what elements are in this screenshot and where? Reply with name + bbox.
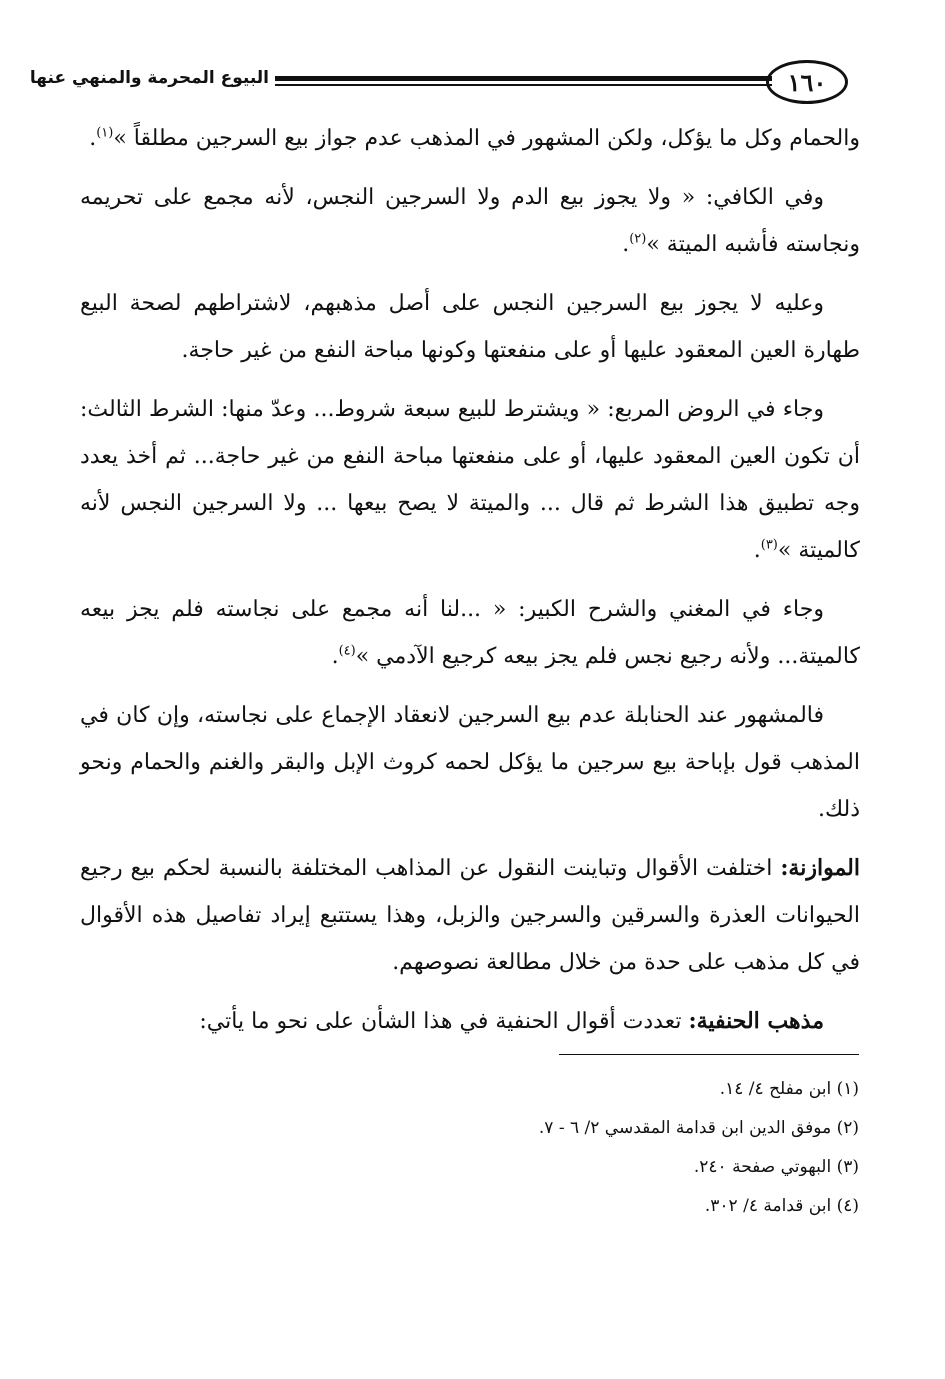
header-title: البيوع المحرمة والمنهي عنها — [29, 68, 269, 88]
paragraph: فالمشهور عند الحنابلة عدم بيع السرجين لانعقاد الإجماع على نجاسته، وإن كان في المذهب قول بإباحة بيع سرجين ما يؤكل لحمه كروث الإبل والبقر والغنم والحمام ونحو ذلك. — [80, 703, 860, 822]
paragraph: وفي الكافي: « ولا يجوز بيع الدم ولا السرجين النجس، لأنه مجمع على تحريمه ونجاسته فأشبه الميتة »$^{(٢)}$. — [80, 185, 860, 257]
paragraph: وعليه لا يجوز بيع السرجين النجس على أصل مذهبهم، لاشتراطهم لصحة البيع طهارة العين المعقود عليها أو على منفعتها وكونها مباحة النفع من غير حاجة. — [80, 291, 860, 363]
footnote: (٣) البهوتي صفحة ٢٤٠. — [693, 1157, 859, 1177]
muwazana-paragraph: الموازنة: اختلفت الأقوال وتباينت النقول عن المذاهب المختلفة بالنسبة لحكم بيع رجيع الحيوانات العذرة والسرقين والسرجين والزبل، وهذا يستتبع إيراد تفاصيل هذه الأقوال في كل مذهب على حدة من خلال مطالعة نصوصهم. — [80, 855, 860, 975]
footnote-ref: (٤) — [338, 643, 356, 659]
paragraph: والحمام وكل ما يؤكل، ولكن المشهور في المذهب عدم جواز بيع السرجين مطلقاً »$^{(١)}$. — [89, 125, 860, 151]
footnotes — [159, 1070, 859, 1226]
paragraph: وجاء في المغني والشرح الكبير: « ...لنا أنه مجمع على نجاسته فلم يجز بيعه كالميتة... ولأنه رجيع نجس فلم يجز بيعه كرجيع الآدمي »$^{(٤)}$. — [80, 597, 860, 669]
footnote-ref: (١) — [96, 125, 114, 141]
running-header — [29, 60, 860, 110]
hanafi-paragraph: مذهب الحنفية: تعددت أقوال الحنفية في هذا الشأن على نحو ما يأتي: — [199, 1008, 824, 1034]
body-text — [80, 115, 860, 1057]
paragraph: وجاء في الروض المربع: « ويشترط للبيع سبعة شروط... وعدّ منها: الشرط الثالث: أن تكون العين المعقود عليها، أو على منفعتها مباحة النفع من غير حاجة... ثم أخذ يعدد وجه تطبيق هذا الشرط ثم قال ... والميتة لا يصح بيعها ... ولا السرجين النجس لأنه كالميتة »$^{(٣)}$. — [80, 397, 860, 563]
section-lead: الموازنة: — [780, 855, 860, 881]
footnote-separator — [559, 1054, 859, 1055]
footnote-ref: (٣) — [760, 537, 778, 553]
footnote: (٤) ابن قدامة ٤/ ٣٠٢. — [704, 1196, 859, 1216]
footnote: (١) ابن مفلح ٤/ ١٤. — [719, 1079, 859, 1099]
section-lead: مذهب الحنفية: — [688, 1008, 824, 1034]
page-number: ١٦٠ — [766, 60, 848, 104]
footnote-ref: (٢) — [629, 231, 647, 247]
header-double-rule — [275, 76, 772, 86]
footnote: (٢) موفق الدين ابن قدامة المقدسي ٢/ ٦ - ٧. — [538, 1118, 859, 1138]
